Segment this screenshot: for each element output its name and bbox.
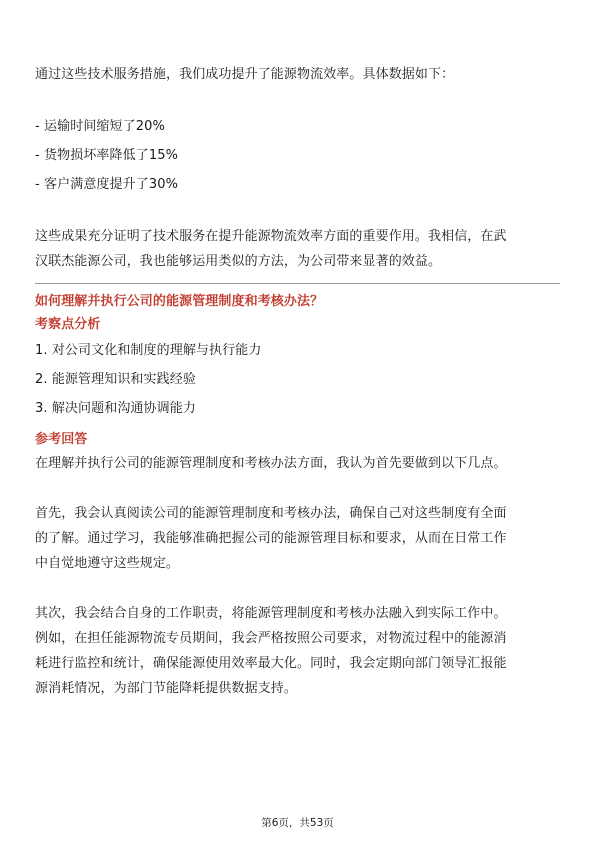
- page-number: 第6页，共53页: [261, 817, 334, 829]
- conclusion-paragraph: [35, 224, 560, 274]
- paragraph-line: 耗进行监控和统计，确保能源使用效率最大化。同时，我会定期向部门领导汇报能: [35, 656, 507, 671]
- page-content: [35, 62, 560, 701]
- section-divider: [35, 283, 560, 284]
- paragraph-line: 其次，我会结合自身的工作职责，将能源管理制度和考核办法融入到实际工作中。: [35, 606, 507, 621]
- analysis-point: 2. 能源管理知识和实践经验: [35, 372, 196, 387]
- paragraph-line: 这些成果充分证明了技术服务在提升能源物流效率方面的重要作用。我相信，在武: [35, 229, 507, 244]
- paragraph-line: 中自觉地遵守这些规定。: [35, 556, 180, 571]
- result-item: - 运输时间缩短了20%: [35, 119, 165, 134]
- analysis-list: [35, 336, 560, 423]
- paragraph-line: 源消耗情况，为部门节能降耗提供数据支持。: [35, 681, 298, 696]
- result-item: - 客户满意度提升了30%: [35, 177, 179, 192]
- answer-intro: 在理解并执行公司的能源管理制度和考核办法方面，我认为首先要做到以下几点。: [35, 456, 507, 471]
- analysis-point: 3. 解决问题和沟通协调能力: [35, 401, 196, 416]
- results-summary: 通过这些技术服务措施，我们成功提升了能源物流效率。具体数据如下：: [35, 67, 455, 82]
- answer-paragraph-2: [35, 601, 560, 701]
- analysis-heading: 考察点分析: [35, 317, 101, 332]
- paragraph-line: 的了解。通过学习，我能够准确把握公司的能源管理目标和要求，从而在日常工作: [35, 531, 507, 546]
- question-title: 如何理解并执行公司的能源管理制度和考核办法？: [35, 294, 324, 309]
- paragraph-line: 汉联杰能源公司，我也能够运用类似的方法，为公司带来显著的效益。: [35, 254, 442, 269]
- results-list: [35, 112, 560, 199]
- analysis-point: 1. 对公司文化和制度的理解与执行能力: [35, 343, 262, 358]
- result-item: - 货物损坏率降低了15%: [35, 148, 179, 163]
- paragraph-line: 首先，我会认真阅读公司的能源管理制度和考核办法，确保自己对这些制度有全面: [35, 506, 507, 521]
- answer-paragraph-1: [35, 501, 560, 576]
- answer-heading: 参考回答: [35, 432, 88, 447]
- paragraph-line: 例如，在担任能源物流专员期间，我会严格按照公司要求，对物流过程中的能源消: [35, 631, 507, 646]
